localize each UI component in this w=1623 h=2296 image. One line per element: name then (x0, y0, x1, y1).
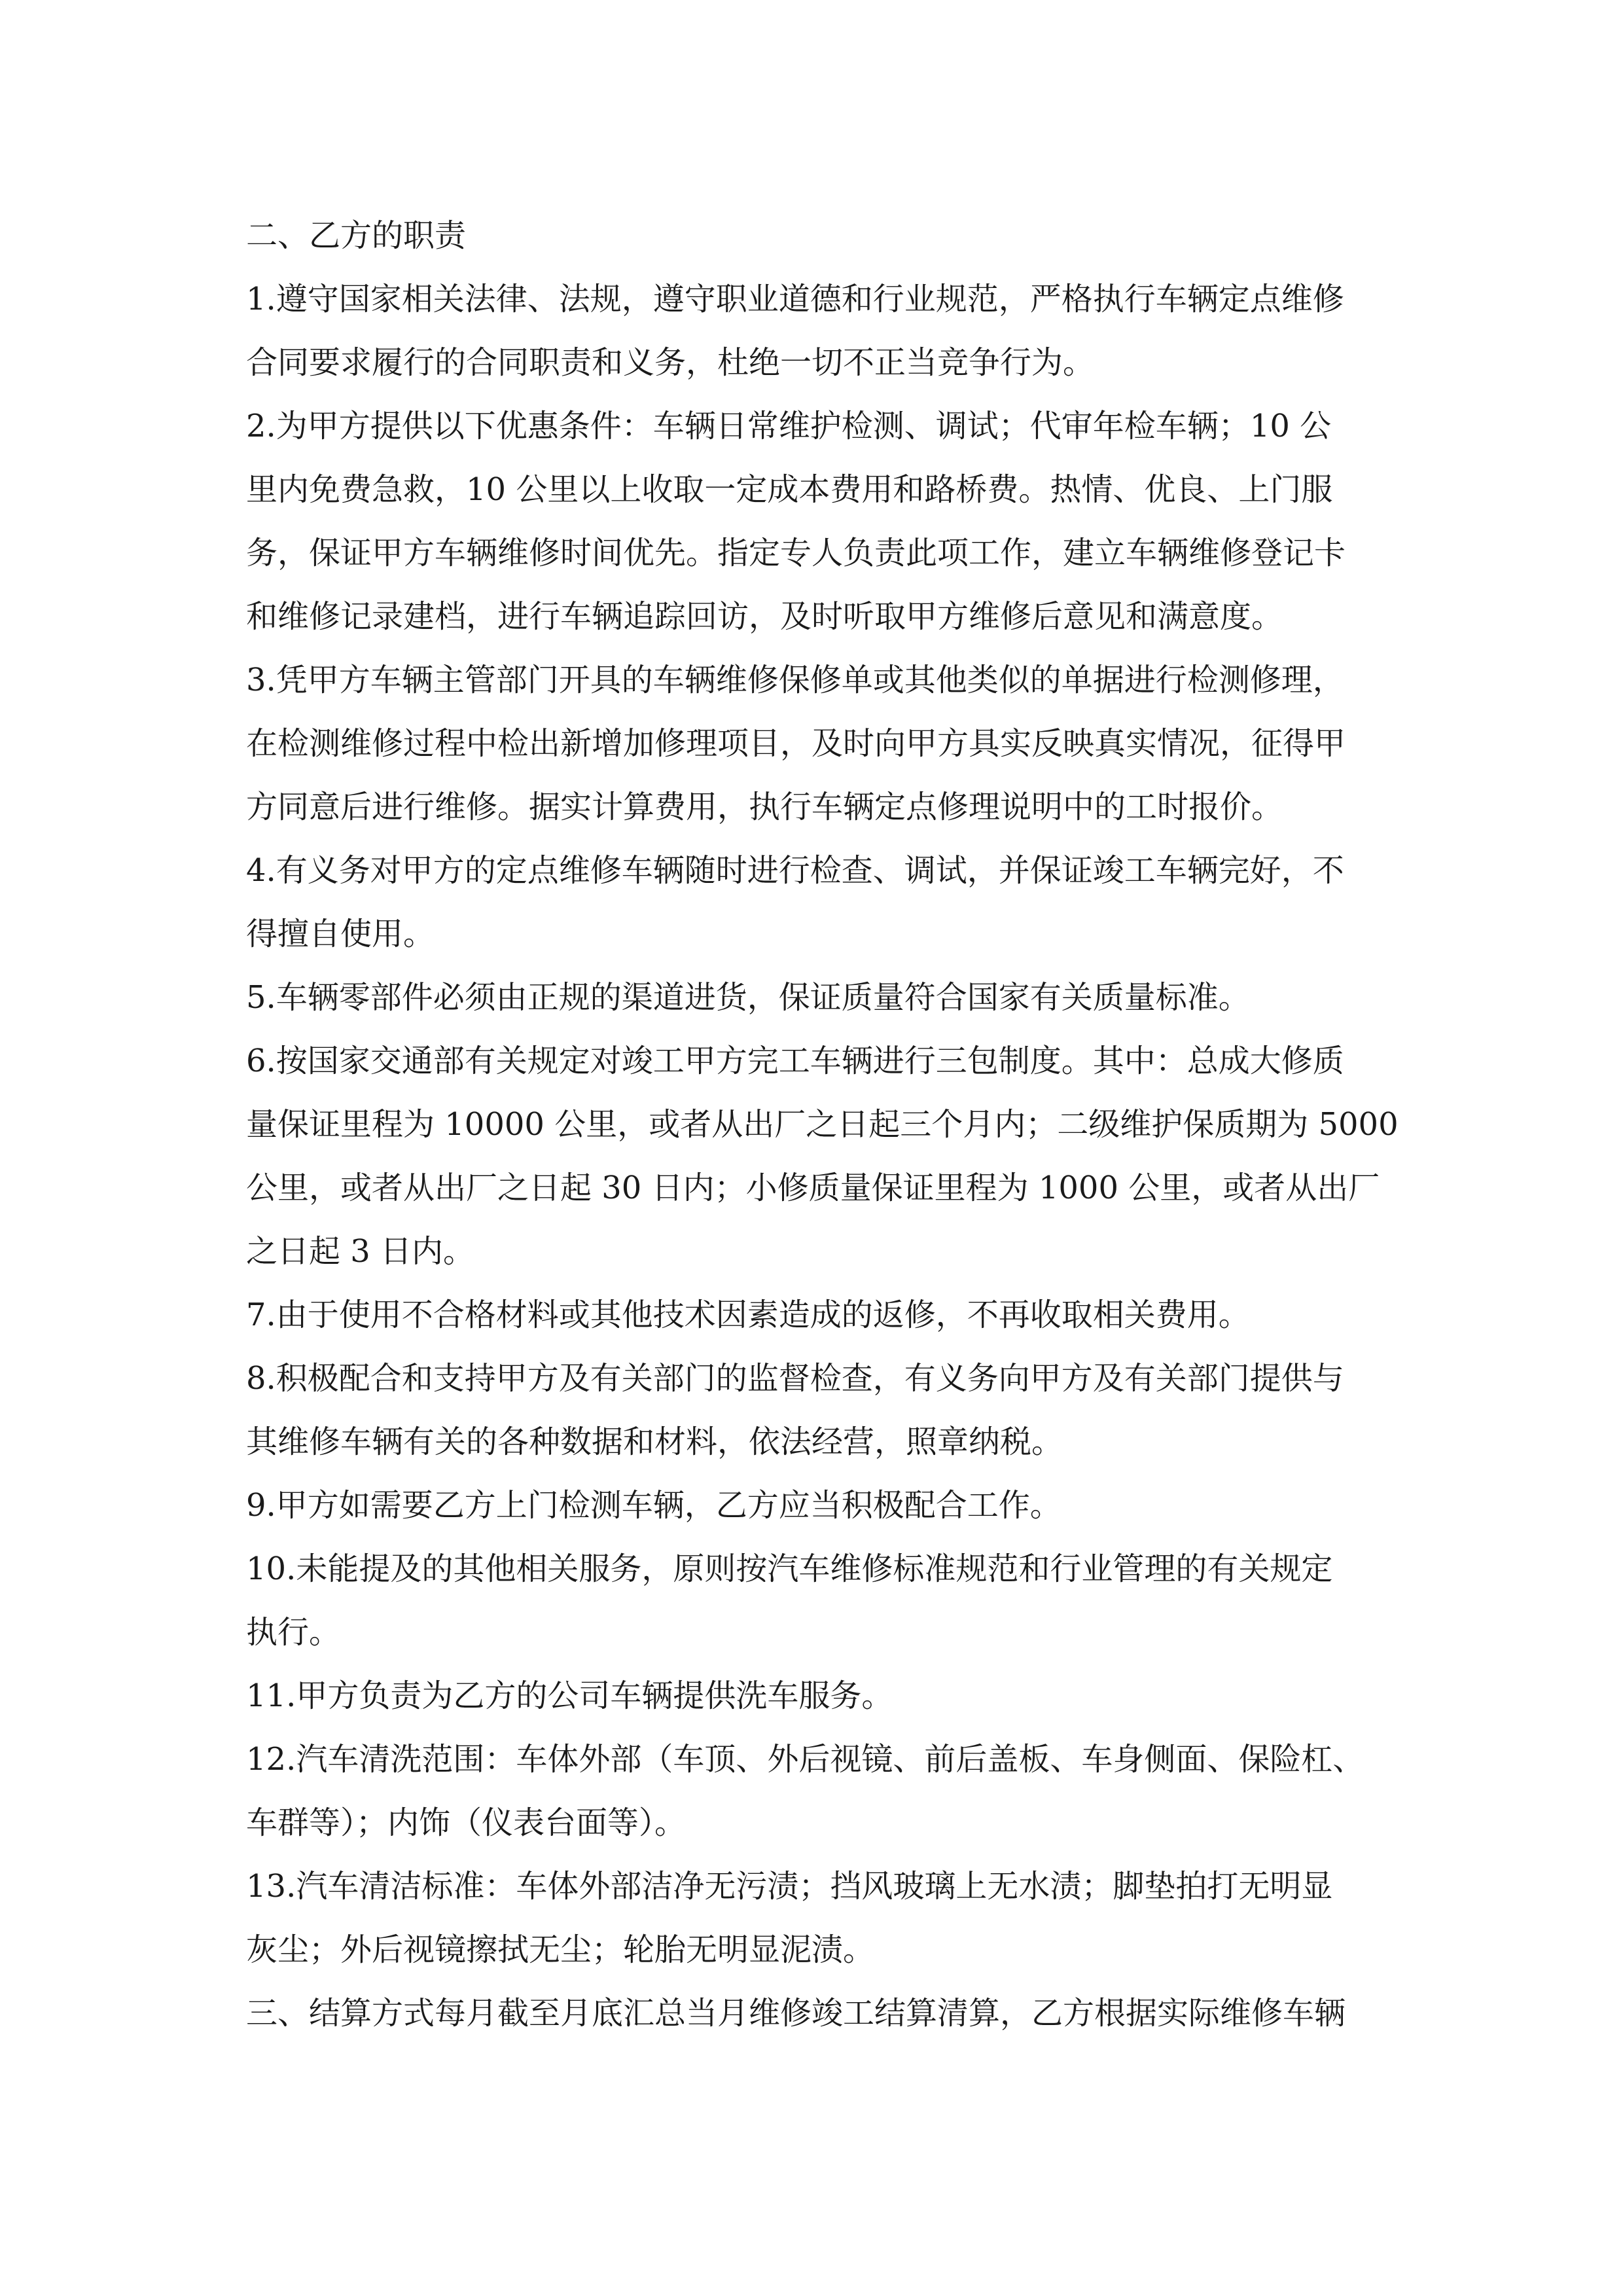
text-line: 4.有义务对甲方的定点维修车辆随时进行检查、调试，并保证竣工车辆完好，不 (246, 852, 1344, 889)
document-body (246, 204, 1399, 2045)
text-line: 其维修车辆有关的各种数据和材料，依法经营，照章纳税。 (246, 1424, 1063, 1460)
text-line: 灰尘；外后视镜擦拭无尘；轮胎无明显泥渍。 (246, 1931, 875, 1968)
text-line: 13.汽车清洁标准：车体外部洁净无污渍；挡风玻璃上无水渍；脚垫拍打无明显 (246, 1868, 1333, 1905)
text-line: 量保证里程为 10000 公里，或者从出厂之日起三个月内；二级维护保质期为 5000 (246, 1106, 1399, 1143)
text-line: 2.为甲方提供以下优惠条件：车辆日常维护检测、调试；代审年检车辆；10 公 (246, 408, 1332, 444)
text-line: 得擅自使用。 (246, 916, 435, 952)
text-line: 车群等）；内饰（仪表台面等）。 (246, 1804, 687, 1841)
text-line: 12.汽车清洗范围：车体外部（车顶、外后视镜、前后盖板、车身侧面、保险杠、 (246, 1741, 1364, 1778)
text-line: 里内免费急救，10 公里以上收取一定成本费用和路桥费。热情、优良、上门服 (246, 471, 1333, 508)
text-line: 执行。 (246, 1614, 341, 1651)
text-line: 10.未能提及的其他相关服务，原则按汽车维修标准规范和行业管理的有关规定 (246, 1551, 1333, 1587)
text-line: 5.车辆零部件必须由正规的渠道进货，保证质量符合国家有关质量标准。 (246, 979, 1250, 1016)
text-line: 1.遵守国家相关法律、法规，遵守职业道德和行业规范，严格执行车辆定点维修 (246, 281, 1344, 317)
text-line: 7.由于使用不合格材料或其他技术因素造成的返修，不再收取相关费用。 (246, 1297, 1250, 1333)
text-line: 和维修记录建档，进行车辆追踪回访，及时听取甲方维修后意见和满意度。 (246, 598, 1283, 635)
section-heading: 三、结算方式每月截至月底汇总当月维修竣工结算清算，乙方根据实际维修车辆 (246, 1995, 1346, 2032)
text-line: 3.凭甲方车辆主管部门开具的车辆维修保修单或其他类似的单据进行检测修理， (246, 662, 1344, 698)
text-line: 之日起 3 日内。 (246, 1233, 475, 1270)
text-line: 9.甲方如需要乙方上门检测车辆，乙方应当积极配合工作。 (246, 1487, 1061, 1524)
text-line: 6.按国家交通部有关规定对竣工甲方完工车辆进行三包制度。其中：总成大修质 (246, 1043, 1344, 1079)
text-line: 在检测维修过程中检出新增加修理项目，及时向甲方具实反映真实情况，征得甲 (246, 725, 1346, 762)
text-line: 公里，或者从出厂之日起 30 日内；小修质量保证里程为 1000 公里，或者从出厂 (246, 1170, 1380, 1206)
text-line: 方同意后进行维修。据实计算费用，执行车辆定点修理说明中的工时报价。 (246, 789, 1283, 825)
text-line: 8.积极配合和支持甲方及有关部门的监督检查，有义务向甲方及有关部门提供与 (246, 1360, 1344, 1397)
text-line: 合同要求履行的合同职责和义务，杜绝一切不正当竞争行为。 (246, 344, 1095, 381)
text-line: 务，保证甲方车辆维修时间优先。指定专人负责此项工作，建立车辆维修登记卡 (246, 535, 1346, 571)
section-heading: 二、乙方的职责 (246, 217, 467, 254)
text-line: 11.甲方负责为乙方的公司车辆提供洗车服务。 (246, 1677, 893, 1714)
